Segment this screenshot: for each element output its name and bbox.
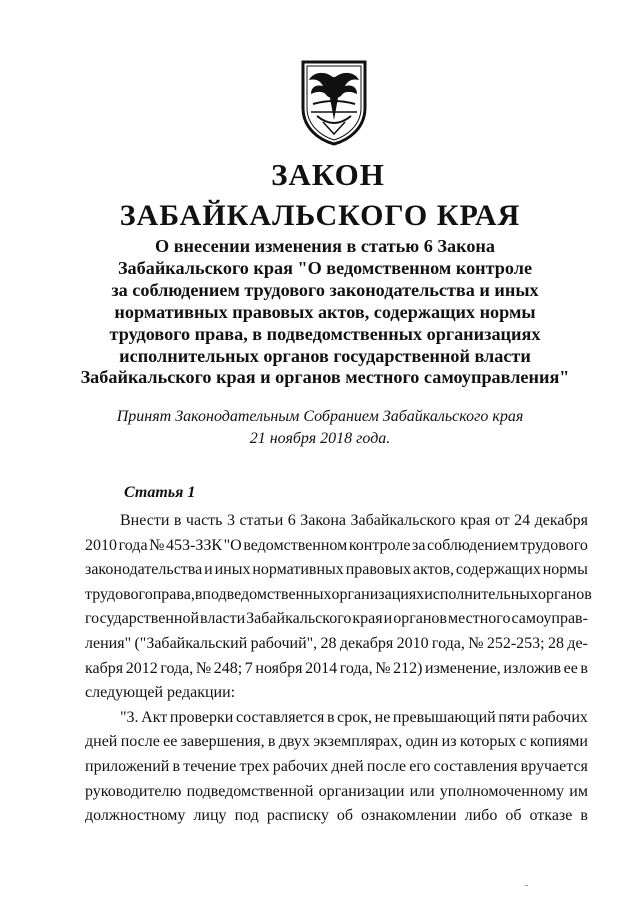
word: органов (538, 585, 592, 603)
word: нормы (542, 561, 588, 579)
word: ознакомлении (361, 807, 457, 825)
word: от (494, 512, 510, 529)
word: де- (567, 634, 588, 652)
word: должностному (85, 807, 186, 825)
paragraph-line (85, 632, 588, 657)
word: местного (448, 610, 511, 628)
word: проверки (169, 708, 234, 726)
word: контроле (348, 536, 411, 554)
word: либо (464, 807, 498, 825)
word: права, (152, 585, 195, 603)
word: 2012 (125, 659, 158, 677)
word: соблюдением (427, 536, 519, 554)
word: года, (431, 634, 465, 652)
word: Забайкальского (246, 610, 352, 628)
word: вручается (520, 757, 588, 775)
word: декабря (339, 634, 394, 652)
subject-line: О внесении изменения в статью 6 Закона (155, 236, 495, 256)
word: трех (239, 757, 270, 775)
word: отказе (529, 807, 573, 825)
word: подведомственной (186, 782, 314, 800)
paragraph-line (85, 730, 588, 755)
scan-artifact (525, 885, 528, 886)
word: статьи (239, 512, 284, 529)
word: после (120, 733, 160, 751)
paragraph-line (85, 509, 588, 534)
paragraph-line (85, 558, 588, 583)
word: Акт (141, 708, 168, 726)
word: в (580, 659, 588, 677)
word: после (366, 757, 407, 775)
word: № (195, 659, 212, 677)
word: № (468, 634, 484, 652)
article-body (85, 509, 592, 829)
word: составления (433, 757, 518, 775)
word: 24 (514, 512, 531, 529)
law-region-title: ЗАБАЙКАЛЬСКОГО КРАЯ (119, 199, 521, 232)
word: 2014 (305, 659, 338, 677)
word: изменение, (425, 659, 501, 677)
word: превышающий (392, 708, 496, 726)
word: в (172, 757, 181, 775)
word: 248; (213, 659, 243, 677)
word: года, (160, 659, 194, 677)
word: ее (163, 733, 178, 751)
word: подведомственных (202, 585, 332, 603)
subject-line: за соблюдением трудового законодательства и иных (111, 279, 539, 300)
paragraph-line (85, 780, 588, 805)
word: края (352, 610, 383, 628)
word: рабочих (532, 708, 588, 726)
word: года, (339, 659, 373, 677)
word: копиями (529, 733, 588, 751)
word: под (234, 807, 259, 825)
word: иных (214, 561, 251, 579)
law-subject (60, 236, 590, 389)
word: года (118, 536, 148, 554)
word: дней (331, 757, 364, 775)
word: организации (318, 782, 405, 800)
word: законодательства (85, 561, 203, 579)
word: или (409, 782, 435, 800)
word: 252-253; (486, 634, 545, 652)
word: изложив (503, 659, 562, 677)
word: 453-ЗЗК (166, 536, 223, 554)
word: правовых (345, 561, 412, 579)
adoption-note (0, 406, 640, 450)
word: экземплярах, (313, 733, 403, 751)
paragraph-line (85, 534, 588, 559)
word: 6 (287, 512, 296, 529)
word: 28 (320, 634, 337, 652)
paragraph-line (85, 657, 588, 682)
word: декабря (534, 512, 588, 529)
word: руководителю (85, 782, 182, 800)
word: в (194, 585, 203, 603)
word: в (267, 733, 276, 751)
word: власти (200, 610, 246, 628)
word: содержащих (455, 561, 541, 579)
word: с (519, 733, 527, 751)
word: течение (183, 757, 237, 775)
word: трудового (520, 536, 588, 554)
word: приложений (85, 757, 170, 775)
word: ноября (255, 659, 303, 677)
word: в (580, 807, 588, 825)
word: часть (185, 512, 223, 529)
word: ее (563, 659, 578, 677)
law-title-block (0, 156, 640, 238)
word: завершения, (180, 733, 265, 751)
paragraph-line (85, 755, 588, 780)
word: ведомственном (243, 536, 348, 554)
paragraph-line (85, 607, 588, 632)
word: 212) (393, 659, 423, 677)
word: Забайкальского (350, 512, 456, 529)
word: кабря (85, 659, 124, 677)
word: в (173, 512, 182, 529)
word: организациях (331, 585, 425, 603)
article-heading: Статья 1 (124, 484, 196, 501)
word: и (204, 561, 213, 579)
paragraph-line (85, 706, 588, 731)
word: его (409, 757, 431, 775)
word: дней (85, 733, 118, 751)
word: 2010 (85, 536, 117, 554)
paragraph-line (85, 583, 592, 608)
word: 28 (547, 634, 564, 652)
adoption-line: Принят Законодательным Собранием Забайкальского края (116, 408, 524, 425)
word: края (460, 512, 491, 529)
word: № (375, 659, 391, 677)
word: расписку (266, 807, 329, 825)
word: нормативных (252, 561, 344, 579)
word: срок, (337, 708, 372, 726)
word: в (326, 708, 335, 726)
word: 2010 (396, 634, 429, 652)
word: актов, (413, 561, 454, 579)
word: об (505, 807, 522, 825)
word: и (383, 610, 393, 628)
word: 3 (226, 512, 235, 529)
word: государственной (85, 610, 200, 628)
word: "3. (120, 708, 139, 726)
law-title: ЗАКОН (271, 157, 385, 192)
word: органов (393, 610, 447, 628)
word: уполномоченному (439, 782, 565, 800)
paragraph-line: следующей редакции: (85, 684, 236, 702)
word: 7 (244, 659, 253, 677)
word: Внести (120, 512, 170, 529)
word: один (405, 733, 439, 751)
coat-of-arms-icon (299, 60, 369, 146)
paragraph-line (85, 804, 588, 829)
word: "О (223, 536, 242, 554)
word: за (412, 536, 426, 554)
word: из (441, 733, 457, 751)
subject-line: трудового права, в подведомственных организациях (109, 323, 541, 344)
word: трудового (85, 585, 153, 603)
word: пяти (498, 708, 530, 726)
word: лицу (193, 807, 227, 825)
word: которых (459, 733, 517, 751)
word: двух (278, 733, 310, 751)
word: рабочий", (250, 634, 318, 652)
word: ления" (85, 634, 132, 652)
subject-line: нормативных правовых актов, содержащих нормы (114, 301, 536, 322)
word: не (374, 708, 391, 726)
word: рабочих (272, 757, 329, 775)
word: составляется (235, 708, 325, 726)
word: исполнительных (424, 585, 538, 603)
adoption-date: 21 ноября 2018 года. (249, 430, 391, 447)
word: ("Забайкальский (134, 634, 248, 652)
word: им (569, 782, 588, 800)
subject-line: исполнительных органов государственной власти (119, 345, 531, 366)
word: об (336, 807, 354, 825)
word: самоуправ- (511, 610, 588, 628)
subject-line: Забайкальского края и органов местного самоуправления" (80, 367, 570, 388)
subject-line: Забайкальского края "О ведомственном контроле (117, 257, 533, 278)
word: Закона (300, 512, 346, 529)
word: № (149, 536, 165, 554)
